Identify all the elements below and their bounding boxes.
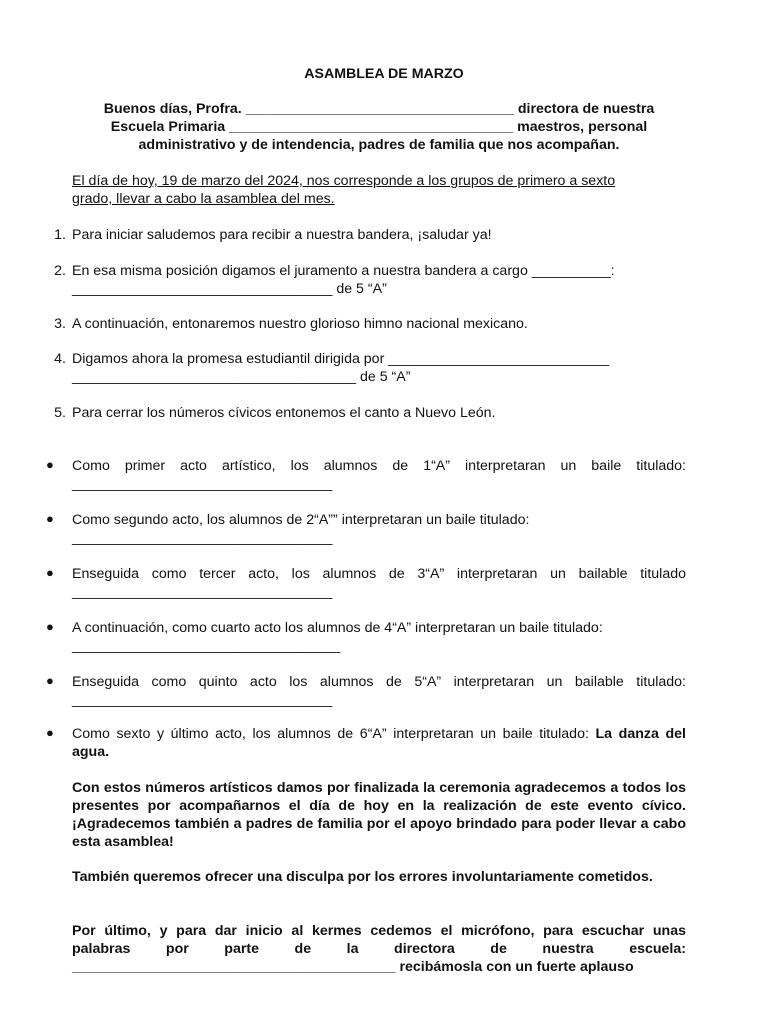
closing-paragraph-2: También queremos ofrecer una disculpa por los errores involuntariamente cometidos. <box>72 869 653 885</box>
greeting-paragraph <box>72 100 686 154</box>
item-text: Como primer acto artístico, los alumnos de 1“A” interpretaran un baile titulado: <box>72 458 686 474</box>
item-text: Digamos ahora la promesa estudiantil dirigida por ____________________________ <box>72 351 610 367</box>
bullet-icon: ● <box>46 619 54 634</box>
bullet-item-2 <box>46 511 686 547</box>
numbered-item-3 <box>54 315 686 333</box>
numbered-item-2 <box>54 262 686 298</box>
bullet-item-3 <box>46 565 686 601</box>
bullet-icon: ● <box>46 457 54 472</box>
item-text <box>72 725 686 761</box>
bullet-icon: ● <box>46 725 54 740</box>
item-text-line-2: ____________________________________ de 5 “A” <box>72 369 411 385</box>
blank-line: _________________________________ <box>72 530 333 546</box>
intro-line-1: El día de hoy, 19 de marzo del 2024, nos corresponde a los grupos de primero a sexto <box>72 173 616 189</box>
closing-paragraph-1: Con estos números artísticos damos por finalizada la ceremonia agradecemos a todos los presentes por acompañarnos el día de hoy en la realización de este evento cívico. ¡Agradecemos también a padres de familia por el apoyo brindado para poder llevar a cabo esta asamblea! <box>72 780 686 850</box>
item-text: Enseguida como quinto acto los alumnos de 5“A” interpretaran un bailable titulado: <box>72 674 686 690</box>
bullet-item-1 <box>46 457 686 493</box>
bullet-icon: ● <box>46 565 54 580</box>
numbered-item-5 <box>54 404 686 422</box>
item-text: Para cerrar los números cívicos entonemos el canto a Nuevo León. <box>72 405 496 421</box>
greeting-line-2: Escuela Primaria ____________________________________ maestros, personal <box>110 119 648 135</box>
numbered-item-1 <box>54 226 686 244</box>
item-text: Enseguida como tercer acto, los alumnos de 3“A” interpretaran un bailable titulado <box>72 566 686 582</box>
blank-line: _________________________________ <box>72 584 333 600</box>
bullet-icon: ● <box>46 673 54 688</box>
item-text-plain: Como sexto y último acto, los alumnos de 6“A” interpretaran un baile titulado: <box>72 726 589 742</box>
greeting-line-3: administrativo y de intendencia, padres de familia que nos acompañan. <box>138 137 620 153</box>
bullet-item-4 <box>46 619 686 655</box>
intro-line-2: grado, llevar a cabo la asamblea del mes. <box>72 191 335 207</box>
bullet-item-5 <box>46 673 686 709</box>
greeting-line-1: Buenos días, Profra. __________________________________ directora de nuestra <box>103 101 655 117</box>
item-number: 3. <box>54 316 66 332</box>
bullet-item-6 <box>46 725 686 761</box>
blank-line: _________________________________ <box>72 692 333 708</box>
item-text: En esa misma posición digamos el juramento a nuestra bandera a cargo __________: <box>72 263 615 279</box>
closing-paragraph-3: Por último, y para dar inicio al kermes cedemos el micrófono, para escuchar unas palabras por parte de la directora de nuestra escuela: _________________________________________ recibámosla con un fuerte aplauso <box>72 923 686 975</box>
intro-paragraph <box>72 172 686 208</box>
item-text: Para iniciar saludemos para recibir a nuestra bandera, ¡saludar ya! <box>72 227 492 243</box>
item-number: 4. <box>54 351 66 367</box>
item-text: A continuación, como cuarto acto los alumnos de 4“A” interpretaran un baile titulado: <box>72 620 603 636</box>
blank-line: _________________________________ <box>72 476 333 492</box>
item-number: 5. <box>54 405 66 421</box>
document-title: ASAMBLEA DE MARZO <box>304 66 464 82</box>
bullet-icon: ● <box>46 511 54 526</box>
item-text: A continuación, entonaremos nuestro glorioso himno nacional mexicano. <box>72 316 528 332</box>
item-text: Como segundo acto, los alumnos de 2“A”” interpretaran un baile titulado: <box>72 512 530 528</box>
numbered-item-4 <box>54 350 686 386</box>
blank-line: __________________________________ <box>72 638 341 654</box>
item-number: 1. <box>54 227 66 243</box>
item-number: 2. <box>54 263 66 279</box>
dance-title: La danza del agua. <box>72 726 686 760</box>
item-text-line-2: _________________________________ de 5 “A” <box>72 281 387 297</box>
